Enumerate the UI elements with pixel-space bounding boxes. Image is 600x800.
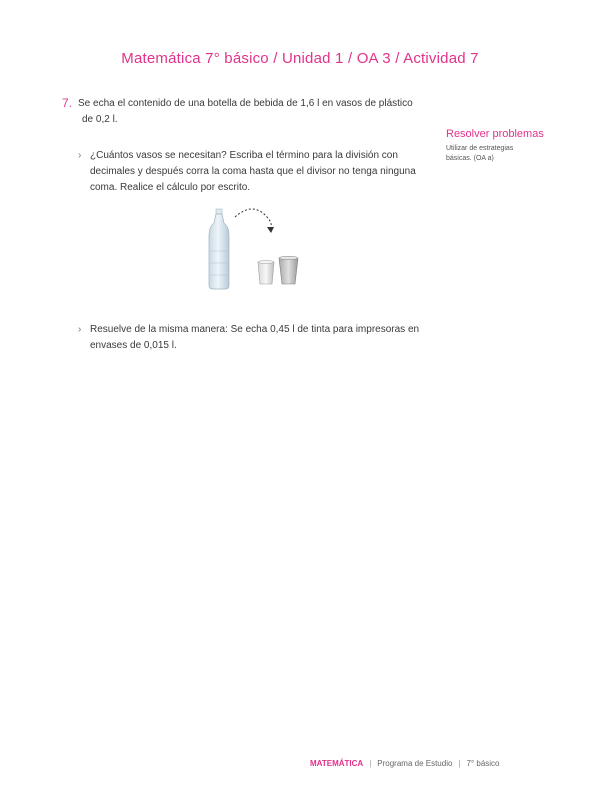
sub-item-2	[78, 322, 423, 354]
cup-icon	[279, 256, 298, 284]
sub-item-1	[78, 148, 423, 196]
sub-item-text: Resuelve de la misma manera: Se echa 0,45 l de tinta para impresoras en envases de 0,015 l.	[90, 324, 420, 351]
illustration-svg	[205, 203, 315, 298]
chevron-right-icon: ›	[78, 324, 82, 335]
chevron-right-icon: ›	[78, 150, 82, 161]
activity-number: 7.	[62, 96, 73, 110]
sub-item-text: ¿Cuántos vasos se necesitan? Escriba el término para la división con decimales y después corra la coma hasta que el divisor no tenga ninguna coma. Realice el cálculo por escrito.	[90, 150, 416, 193]
page-footer	[310, 759, 500, 768]
sidebar-note	[446, 128, 556, 164]
bottle-and-cups-illustration	[205, 203, 315, 298]
footer-grade: 7° básico	[466, 759, 500, 768]
arrow-icon	[235, 209, 274, 233]
cup-icon	[258, 261, 274, 285]
activity-statement	[78, 96, 423, 128]
activity-statement-line-1: Se echa el contenido de una botella de bebida de 1,6 l en vasos de plástico	[78, 98, 413, 109]
sidebar-description: Utilizar de estrategias básicas. (OA a)	[446, 145, 514, 162]
footer-program: Programa de Estudio	[377, 759, 453, 768]
sidebar-title: Resolver problemas	[446, 128, 544, 140]
footer-separator: |	[369, 759, 372, 768]
footer-subject: MATEMÁTICA	[310, 759, 364, 768]
activity-statement-line-2: de 0,2 l.	[82, 114, 118, 125]
page-title: Matemática 7° básico / Unidad 1 / OA 3 / Actividad 7	[121, 50, 479, 67]
footer-separator: |	[458, 759, 461, 768]
bottle-icon	[209, 209, 229, 289]
